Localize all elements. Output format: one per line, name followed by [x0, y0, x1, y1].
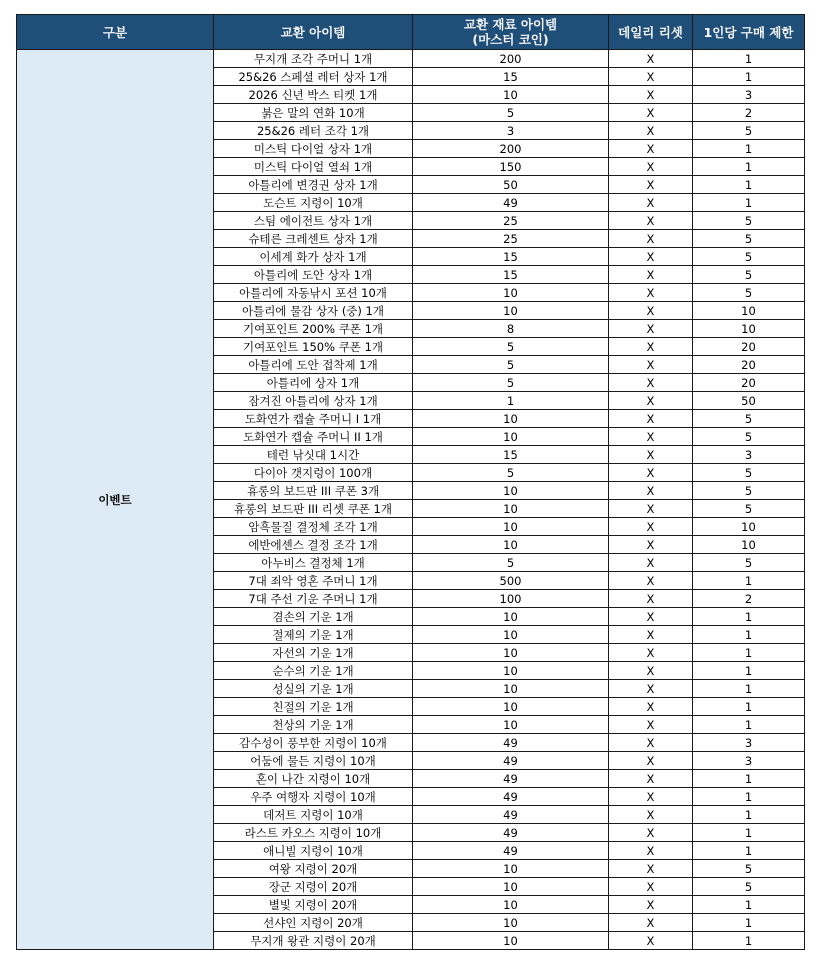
limit-cell: 10 [693, 302, 805, 320]
cost-cell: 5 [413, 464, 609, 482]
item-cell: 휴롱의 보드판 III 쿠폰 3개 [214, 482, 413, 500]
limit-cell: 1 [693, 158, 805, 176]
cost-cell: 10 [413, 482, 609, 500]
header-material [413, 15, 609, 50]
limit-cell: 1 [693, 770, 805, 788]
cost-cell: 10 [413, 698, 609, 716]
cost-cell: 150 [413, 158, 609, 176]
cost-cell: 25 [413, 212, 609, 230]
item-cell: 기여포인트 150% 쿠폰 1개 [214, 338, 413, 356]
cost-cell: 10 [413, 302, 609, 320]
item-cell: 잠겨진 아틀리에 상자 1개 [214, 392, 413, 410]
limit-cell: 2 [693, 104, 805, 122]
item-cell: 테런 낚싯대 1시간 [214, 446, 413, 464]
cost-cell: 5 [413, 374, 609, 392]
item-cell: 2026 신년 박스 티켓 1개 [214, 86, 413, 104]
limit-cell: 1 [693, 140, 805, 158]
daily-reset-cell: X [609, 644, 693, 662]
limit-cell: 5 [693, 266, 805, 284]
item-cell: 기여포인트 200% 쿠폰 1개 [214, 320, 413, 338]
item-cell: 성실의 기운 1개 [214, 680, 413, 698]
limit-cell: 5 [693, 212, 805, 230]
item-cell: 천상의 기운 1개 [214, 716, 413, 734]
header-category: 구분 [17, 15, 214, 50]
limit-cell: 2 [693, 590, 805, 608]
cost-cell: 200 [413, 50, 609, 68]
header-material-line2: (마스터 코인) [472, 32, 549, 47]
daily-reset-cell: X [609, 194, 693, 212]
item-cell: 스팀 에이전트 상자 1개 [214, 212, 413, 230]
limit-cell: 5 [693, 482, 805, 500]
cost-cell: 100 [413, 590, 609, 608]
limit-cell: 1 [693, 608, 805, 626]
limit-cell: 1 [693, 662, 805, 680]
limit-cell: 1 [693, 932, 805, 950]
cost-cell: 10 [413, 428, 609, 446]
limit-cell: 5 [693, 500, 805, 518]
limit-cell: 1 [693, 698, 805, 716]
item-cell: 별빛 지령이 20개 [214, 896, 413, 914]
cost-cell: 49 [413, 194, 609, 212]
cost-cell: 49 [413, 806, 609, 824]
daily-reset-cell: X [609, 914, 693, 932]
limit-cell: 5 [693, 860, 805, 878]
limit-cell: 5 [693, 410, 805, 428]
daily-reset-cell: X [609, 446, 693, 464]
daily-reset-cell: X [609, 104, 693, 122]
cost-cell: 50 [413, 176, 609, 194]
item-cell: 미스틱 다이얼 상자 1개 [214, 140, 413, 158]
cost-cell: 15 [413, 446, 609, 464]
cost-cell: 10 [413, 644, 609, 662]
item-cell: 아틀리에 자동낚시 포션 10개 [214, 284, 413, 302]
item-cell: 도화연가 캡슐 주머니 II 1개 [214, 428, 413, 446]
cost-cell: 500 [413, 572, 609, 590]
cost-cell: 1 [413, 392, 609, 410]
limit-cell: 1 [693, 896, 805, 914]
daily-reset-cell: X [609, 680, 693, 698]
daily-reset-cell: X [609, 770, 693, 788]
daily-reset-cell: X [609, 806, 693, 824]
daily-reset-cell: X [609, 68, 693, 86]
header-limit: 1인당 구매 제한 [693, 15, 805, 50]
daily-reset-cell: X [609, 86, 693, 104]
item-cell: 우주 여행자 지령이 10개 [214, 788, 413, 806]
item-cell: 도슨트 지령이 10개 [214, 194, 413, 212]
limit-cell: 1 [693, 824, 805, 842]
item-cell: 이세계 화가 상자 1개 [214, 248, 413, 266]
limit-cell: 5 [693, 230, 805, 248]
item-cell: 선샤인 지령이 20개 [214, 914, 413, 932]
cost-cell: 10 [413, 932, 609, 950]
daily-reset-cell: X [609, 572, 693, 590]
limit-cell: 1 [693, 716, 805, 734]
cost-cell: 5 [413, 338, 609, 356]
daily-reset-cell: X [609, 878, 693, 896]
limit-cell: 3 [693, 734, 805, 752]
item-cell: 암흑물질 결정체 조각 1개 [214, 518, 413, 536]
cost-cell: 3 [413, 122, 609, 140]
limit-cell: 3 [693, 86, 805, 104]
cost-cell: 49 [413, 788, 609, 806]
limit-cell: 50 [693, 392, 805, 410]
cost-cell: 49 [413, 752, 609, 770]
cost-cell: 10 [413, 914, 609, 932]
cost-cell: 10 [413, 878, 609, 896]
limit-cell: 5 [693, 878, 805, 896]
limit-cell: 1 [693, 680, 805, 698]
daily-reset-cell: X [609, 284, 693, 302]
limit-cell: 10 [693, 320, 805, 338]
daily-reset-cell: X [609, 302, 693, 320]
cost-cell: 5 [413, 554, 609, 572]
daily-reset-cell: X [609, 320, 693, 338]
cost-cell: 49 [413, 770, 609, 788]
cost-cell: 5 [413, 356, 609, 374]
item-cell: 아틀리에 상자 1개 [214, 374, 413, 392]
limit-cell: 1 [693, 50, 805, 68]
cost-cell: 15 [413, 68, 609, 86]
cost-cell: 15 [413, 248, 609, 266]
item-cell: 아틀리에 물감 상자 (중) 1개 [214, 302, 413, 320]
item-cell: 아틀리에 도안 접착제 1개 [214, 356, 413, 374]
item-cell: 휴롱의 보드판 III 리셋 쿠폰 1개 [214, 500, 413, 518]
cost-cell: 49 [413, 734, 609, 752]
item-cell: 무지개 조각 주머니 1개 [214, 50, 413, 68]
daily-reset-cell: X [609, 788, 693, 806]
cost-cell: 10 [413, 716, 609, 734]
limit-cell: 3 [693, 446, 805, 464]
table-body [17, 50, 805, 950]
limit-cell: 20 [693, 374, 805, 392]
daily-reset-cell: X [609, 122, 693, 140]
daily-reset-cell: X [609, 410, 693, 428]
daily-reset-cell: X [609, 266, 693, 284]
item-cell: 아누비스 결정체 1개 [214, 554, 413, 572]
limit-cell: 1 [693, 788, 805, 806]
daily-reset-cell: X [609, 518, 693, 536]
daily-reset-cell: X [609, 716, 693, 734]
cost-cell: 10 [413, 518, 609, 536]
daily-reset-cell: X [609, 752, 693, 770]
limit-cell: 5 [693, 464, 805, 482]
item-cell: 아틀리에 도안 상자 1개 [214, 266, 413, 284]
cost-cell: 10 [413, 536, 609, 554]
cost-cell: 10 [413, 680, 609, 698]
limit-cell: 20 [693, 356, 805, 374]
daily-reset-cell: X [609, 734, 693, 752]
cost-cell: 10 [413, 608, 609, 626]
limit-cell: 1 [693, 572, 805, 590]
item-cell: 어둠에 물든 지령이 10개 [214, 752, 413, 770]
daily-reset-cell: X [609, 428, 693, 446]
item-cell: 도화연가 캡슐 주머니 I 1개 [214, 410, 413, 428]
daily-reset-cell: X [609, 932, 693, 950]
daily-reset-cell: X [609, 338, 693, 356]
table-row [17, 50, 805, 68]
cost-cell: 10 [413, 86, 609, 104]
cost-cell: 25 [413, 230, 609, 248]
daily-reset-cell: X [609, 626, 693, 644]
item-cell: 다이아 갯지렁이 100개 [214, 464, 413, 482]
limit-cell: 20 [693, 338, 805, 356]
daily-reset-cell: X [609, 824, 693, 842]
item-cell: 에반에센스 결정 조각 1개 [214, 536, 413, 554]
header-material-line1: 교환 재료 아이템 [463, 17, 558, 32]
cost-cell: 8 [413, 320, 609, 338]
item-cell: 25&26 레터 조각 1개 [214, 122, 413, 140]
daily-reset-cell: X [609, 392, 693, 410]
limit-cell: 1 [693, 626, 805, 644]
cost-cell: 5 [413, 104, 609, 122]
cost-cell: 15 [413, 266, 609, 284]
cost-cell: 49 [413, 842, 609, 860]
limit-cell: 1 [693, 914, 805, 932]
cost-cell: 10 [413, 284, 609, 302]
header-item: 교환 아이템 [214, 15, 413, 50]
item-cell: 친절의 기운 1개 [214, 698, 413, 716]
item-cell: 자선의 기운 1개 [214, 644, 413, 662]
limit-cell: 10 [693, 536, 805, 554]
daily-reset-cell: X [609, 374, 693, 392]
item-cell: 혼이 나간 지령이 10개 [214, 770, 413, 788]
daily-reset-cell: X [609, 230, 693, 248]
limit-cell: 5 [693, 122, 805, 140]
limit-cell: 1 [693, 176, 805, 194]
item-cell: 무지개 왕관 지령이 20개 [214, 932, 413, 950]
cost-cell: 10 [413, 500, 609, 518]
item-cell: 7대 죄악 영혼 주머니 1개 [214, 572, 413, 590]
category-cell: 이벤트 [17, 50, 214, 950]
item-cell: 순수의 기운 1개 [214, 662, 413, 680]
daily-reset-cell: X [609, 482, 693, 500]
cost-cell: 10 [413, 410, 609, 428]
daily-reset-cell: X [609, 356, 693, 374]
limit-cell: 1 [693, 842, 805, 860]
daily-reset-cell: X [609, 500, 693, 518]
daily-reset-cell: X [609, 536, 693, 554]
daily-reset-cell: X [609, 860, 693, 878]
cost-cell: 49 [413, 824, 609, 842]
limit-cell: 3 [693, 752, 805, 770]
limit-cell: 10 [693, 518, 805, 536]
item-cell: 장군 지령이 20개 [214, 878, 413, 896]
header-row [17, 15, 805, 50]
item-cell: 절제의 기운 1개 [214, 626, 413, 644]
limit-cell: 5 [693, 554, 805, 572]
cost-cell: 10 [413, 662, 609, 680]
daily-reset-cell: X [609, 590, 693, 608]
item-cell: 미스틱 다이얼 열쇠 1개 [214, 158, 413, 176]
limit-cell: 1 [693, 806, 805, 824]
item-cell: 7대 주선 기운 주머니 1개 [214, 590, 413, 608]
daily-reset-cell: X [609, 158, 693, 176]
exchange-table [16, 14, 805, 950]
item-cell: 감수성이 풍부한 지령이 10개 [214, 734, 413, 752]
daily-reset-cell: X [609, 212, 693, 230]
item-cell: 여왕 지령이 20개 [214, 860, 413, 878]
daily-reset-cell: X [609, 842, 693, 860]
cost-cell: 200 [413, 140, 609, 158]
header-daily-reset: 데일리 리셋 [609, 15, 693, 50]
cost-cell: 10 [413, 626, 609, 644]
daily-reset-cell: X [609, 896, 693, 914]
daily-reset-cell: X [609, 608, 693, 626]
item-cell: 25&26 스페셜 레터 상자 1개 [214, 68, 413, 86]
item-cell: 데저트 지령이 10개 [214, 806, 413, 824]
item-cell: 애니빌 지령이 10개 [214, 842, 413, 860]
item-cell: 라스트 카오스 지령이 10개 [214, 824, 413, 842]
daily-reset-cell: X [609, 698, 693, 716]
limit-cell: 1 [693, 194, 805, 212]
daily-reset-cell: X [609, 140, 693, 158]
daily-reset-cell: X [609, 554, 693, 572]
item-cell: 아틀리에 변경권 상자 1개 [214, 176, 413, 194]
item-cell: 겸손의 기운 1개 [214, 608, 413, 626]
limit-cell: 5 [693, 248, 805, 266]
daily-reset-cell: X [609, 176, 693, 194]
cost-cell: 10 [413, 860, 609, 878]
limit-cell: 5 [693, 428, 805, 446]
cost-cell: 10 [413, 896, 609, 914]
daily-reset-cell: X [609, 50, 693, 68]
daily-reset-cell: X [609, 248, 693, 266]
daily-reset-cell: X [609, 464, 693, 482]
limit-cell: 1 [693, 644, 805, 662]
limit-cell: 1 [693, 68, 805, 86]
daily-reset-cell: X [609, 662, 693, 680]
limit-cell: 5 [693, 284, 805, 302]
item-cell: 슈테른 크레센트 상자 1개 [214, 230, 413, 248]
item-cell: 붉은 말의 연화 10개 [214, 104, 413, 122]
